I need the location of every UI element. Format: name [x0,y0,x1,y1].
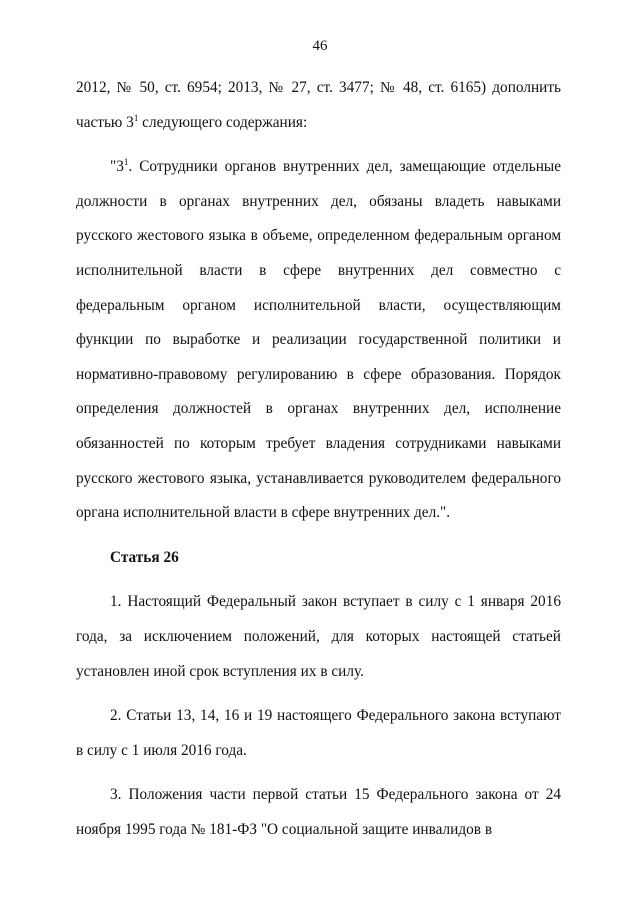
intro-text-end: следующего содержания: [138,113,308,131]
article-part-2: 2. Статьи 13, 14, 16 и 19 настоящего Федерального закона вступают в силу с 1 июля 2016 года. [76,707,561,759]
intro-text: 2012, № 50, ст. 6954; 2013, № 27, ст. 3477; № 48, ст. 6165) дополнить частью 3 [76,79,561,131]
article-part-1: 1. Настоящий Федеральный закон вступает в силу с 1 января 2016 года, за исключением положений, для которых настоящей статьей установлен иной срок вступления их в силу. [76,593,561,680]
quoted-part-text: . Сотрудники органов внутренних дел, замещающие отдельные должности в органах внутренних дел, обязаны владеть навыками русского жестового языка в объеме, определенном федеральным органом исполнительной власти в сфере внутренних дел совместно с федеральным органом исполнительной власти, осуществляющим функции по выработке и реализации государственной политики и нормативно-правовому регулированию в сфере образования. Порядок определения должностей в органах внутренних дел, исполнение обязанностей по которым требует владения сотрудниками навыками русского жестового языка, устанавливается руководителем федерального органа исполнительной власти в сфере внутренних дел.". [76,158,561,522]
document-body [76,71,561,847]
quoted-part-paragraph [76,150,561,531]
quoted-part-start: "3 [110,158,124,176]
page-number: 46 [312,38,328,54]
intro-superscript: 1 [133,112,139,123]
article-part-3: 3. Положения части первой статьи 15 Федерального закона от 24 ноября 1995 года № 181-ФЗ "О социальной защите инвалидов в [76,786,561,838]
article-heading: Статья 26 [110,548,179,566]
quoted-part-superscript: 1 [123,157,129,168]
intro-paragraph [76,71,561,140]
